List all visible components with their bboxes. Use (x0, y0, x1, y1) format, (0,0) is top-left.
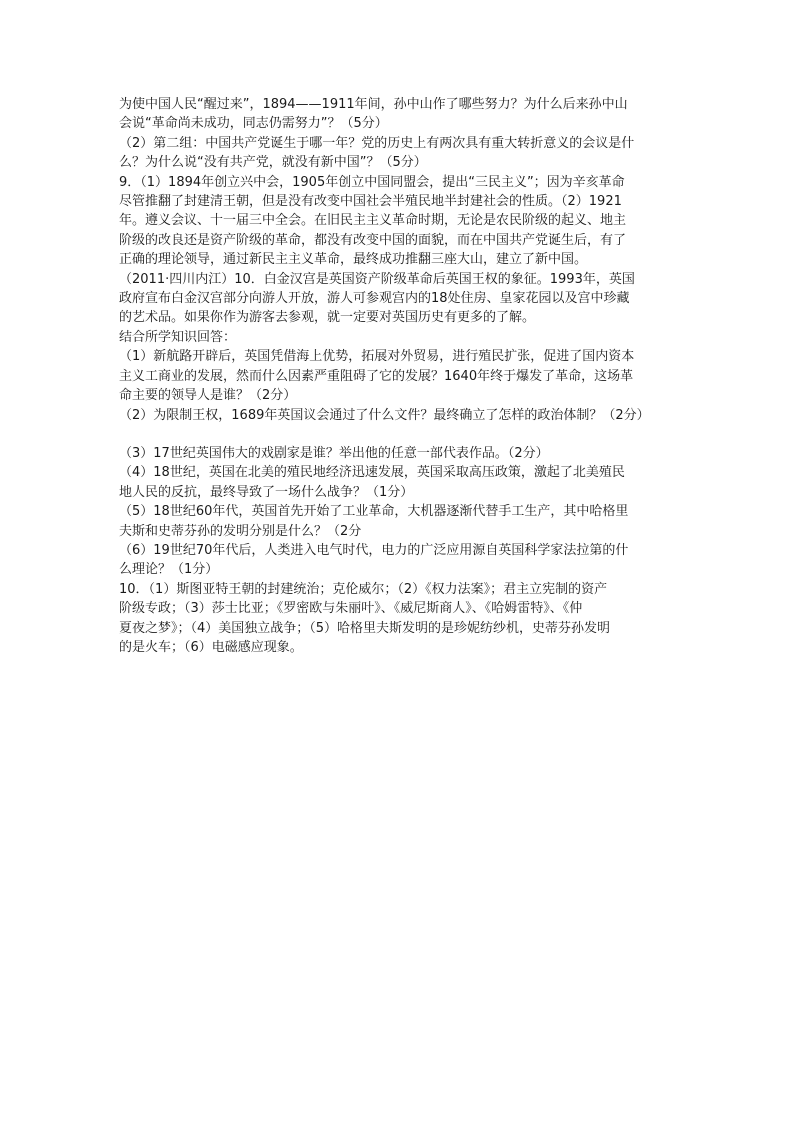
text-line-27: 夏夜之梦》；（4）美国独立战争；（5）哈格里夫斯发明的是珍妮纺纱机，史蒂芬孙发明 (119, 620, 611, 636)
text-line-21: （5）18世纪60年代，英国首先开始了工业革命，大机器逐渐代替手工生产，其中哈格里 (119, 504, 629, 520)
text-line-2: 会说“革命尚未成功，同志仍需努力”？（5分） (119, 116, 388, 132)
text-line-20: 地人民的反抗，最终导致了一场什么战争？（1分） (119, 484, 414, 500)
text-line-9: 正确的理论领导，通过新民主主义革命，最终成功推翻三座大山，建立了新中国。 (119, 252, 588, 268)
text-line-18: （3）17世纪英国伟大的戏剧家是谁？举出他的任意一部代表作品。（2分） (119, 445, 549, 461)
text-line-26: 阶级专政；（3）莎士比亚；《罗密欧与朱丽叶》、《威尼斯商人》、《哈姆雷特》、《仲 (119, 601, 583, 617)
text-line-12: 的艺术品。如果你作为游客去参观，就一定要对英国历史有更多的了解。 (119, 310, 536, 326)
text-line-25: 10．（1）斯图亚特王朝的封建统治；克伦威尔；（2）《权力法案》；君主立宪制的资产 (119, 581, 608, 597)
document-page (119, 95, 679, 657)
text-line-8: 阶级的改良还是资产阶级的革命，都没有改变中国的面貌，而在中国共产党诞生后，有了 (119, 232, 627, 248)
text-line-28: 的是火车；（6）电磁感应现象。 (119, 639, 303, 655)
text-line-6: 尽管推翻了封建清王朝，但是没有改变中国社会半殖民地半封建社会的性质。（2）1921 (119, 194, 622, 210)
text-line-10: （2011·四川内江）10．白金汉宫是英国资产阶级革命后英国王权的象征。1993年，英国 (119, 271, 635, 287)
text-line-14: （1）新航路开辟后，英国凭借海上优势，拓展对外贸易，进行殖民扩张，促进了国内资本 (119, 349, 635, 365)
text-line-4: 么？为什么说“没有共产党，就没有新中国”？（5分） (119, 155, 427, 171)
text-line-15: 主义工商业的发展，然而什么因素严重阻碍了它的发展？1640年终于爆发了革命，这场革 (119, 368, 634, 384)
text-line-5: 9．（1）1894年创立兴中会，1905年创立中国同盟会，提出“三民主义”；因为辛亥革命 (119, 174, 625, 190)
text-line-7: 年。遵义会议、十一届三中全会。在旧民主主义革命时期，无论是农民阶级的起义、地主 (119, 213, 627, 229)
text-line-24: 么理论？（1分） (119, 562, 219, 578)
text-line-17: （2）为限制王权，1689年英国议会通过了什么文件？最终确立了怎样的政治体制？（2分） (119, 407, 650, 423)
text-line-1: 为使中国人民“醒过来”，1894——1911年间，孙中山作了哪些努力？为什么后来孙中山 (119, 97, 628, 112)
text-line-13: 结合所学知识回答： (119, 329, 237, 345)
blank-line (119, 425, 679, 444)
text-line-19: （4）18世纪，英国在北美的殖民地经济迅速发展，英国采取高压政策，激起了北美殖民 (119, 465, 625, 481)
text-line-22: 夫斯和史蒂芬孙的发明分别是什么？（2分 (119, 523, 362, 539)
text-line-16: 命主要的领导人是谁？（2分） (119, 388, 297, 404)
text-line-3: （2）第二组：中国共产党诞生于哪一年？党的历史上有两次具有重大转折意义的会议是什 (119, 135, 635, 151)
text-line-11: 政府宣布白金汉宫部分向游人开放，游人可参观宫内的18处住房、皇家花园以及宫中珍藏 (119, 291, 630, 307)
text-line-23: （6）19世纪70年代后，人类进入电气时代，电力的广泛应用源自英国科学家法拉第的什 (119, 542, 629, 558)
